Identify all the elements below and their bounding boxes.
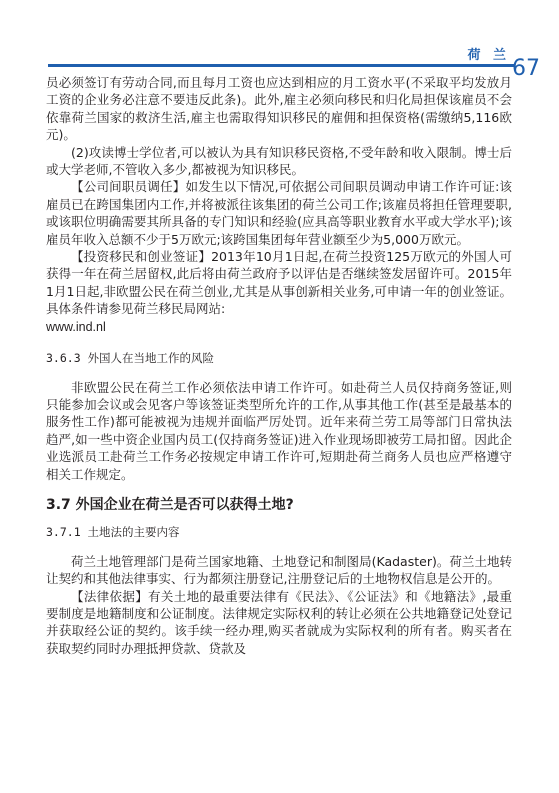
paragraph: 员必须签订有劳动合同,而且每月工资也应达到相应的月工资水平(不采取平均发放月工资的企业务必注意不要违反此条)。此外,雇主必须向移民和归化局担保该雇员不会依靠荷兰国家的救济生活,雇主也需取得知识移民的雇佣和担保资格(需缴纳5,116欧元)。 xyxy=(46,75,512,143)
website-link[interactable]: www.ind.nl xyxy=(46,319,106,334)
paragraph: 荷兰土地管理部门是荷兰国家地籍、土地登记和制图局(Kadaster)。荷兰土地转让契约和其他法律事实、行为都须注册登记,注册登记后的土地物权信息是公开的。 xyxy=(46,553,512,587)
paragraph xyxy=(46,248,512,336)
paragraph-text: 【投资移民和创业签证】2013年10月1日起,在荷兰投资125万欧元的外国人可获得一年在荷兰居留权,此后将由荷兰政府予以评估是否继续签发居留许可。2015年1月1日起,非欧盟公民在荷兰创业,尤其是从事创新相关业务,可申请一年的创业签证。具体条件请参见荷兰移民局网站: xyxy=(46,249,512,317)
paragraph: 非欧盟公民在荷兰工作必须依法申请工作许可。如赴荷兰人员仅持商务签证,则只能参加会议或会见客户等该签证类型所允许的工作,从事其他工作(甚至是最基本的服务性工作)都可能被视为违规并面临严厉处罚。近年来荷兰劳工局等部门日常执法趋严,如一些中资企业国内员工(仅持商务签证)进入作业现场即被劳工局扣留。因此企业选派员工赴荷兰工作务必按规定申请工作许可,短期赴荷兰商务人员也应严格遵守相关工作规定。 xyxy=(46,379,512,482)
page-number: 67 xyxy=(512,56,540,81)
section-heading-3-7: 3.7 外国企业在荷兰是否可以获得土地? xyxy=(46,496,294,513)
running-header-title: 荷 兰 xyxy=(467,48,510,63)
paragraph: 【公司间职员调任】如发生以下情况,可依据公司间职员调动申请工作许可证:该雇员已在跨国集团内工作,并将被派往该集团的荷兰公司工作;该雇员将担任管理要职,或该职位明确需要其所具备的专门知识和经验(应具高等职业教育水平或大学水平);该雇员年收入总额不少于5万欧元;该跨国集团每年营业额至少为5,000万欧元。 xyxy=(46,179,512,247)
paragraph: 【法律依据】有关土地的最重要法律有《民法》、《公证法》和《地籍法》,最重要制度是地籍制度和公证制度。法律规定实际权利的转让必须在公共地籍登记处登记并获取经公证的契约。该手续一经办理,购买者就成为实际权利的所有者。购买者在获取契约同时办理抵押贷款、贷款及 xyxy=(46,588,512,656)
header-rule xyxy=(48,64,514,67)
section-heading-3-7-1: 3.7.1 土地法的主要内容 xyxy=(46,525,180,540)
paragraph: (2)攻读博士学位者,可以被认为具有知识移民资格,不受年龄和收入限制。博士后或大学老师,不管收入多少,都被视为知识移民。 xyxy=(46,144,512,178)
page-body xyxy=(46,74,512,657)
section-heading-3-6-3: 3.6.3 外国人在当地工作的风险 xyxy=(46,351,215,366)
